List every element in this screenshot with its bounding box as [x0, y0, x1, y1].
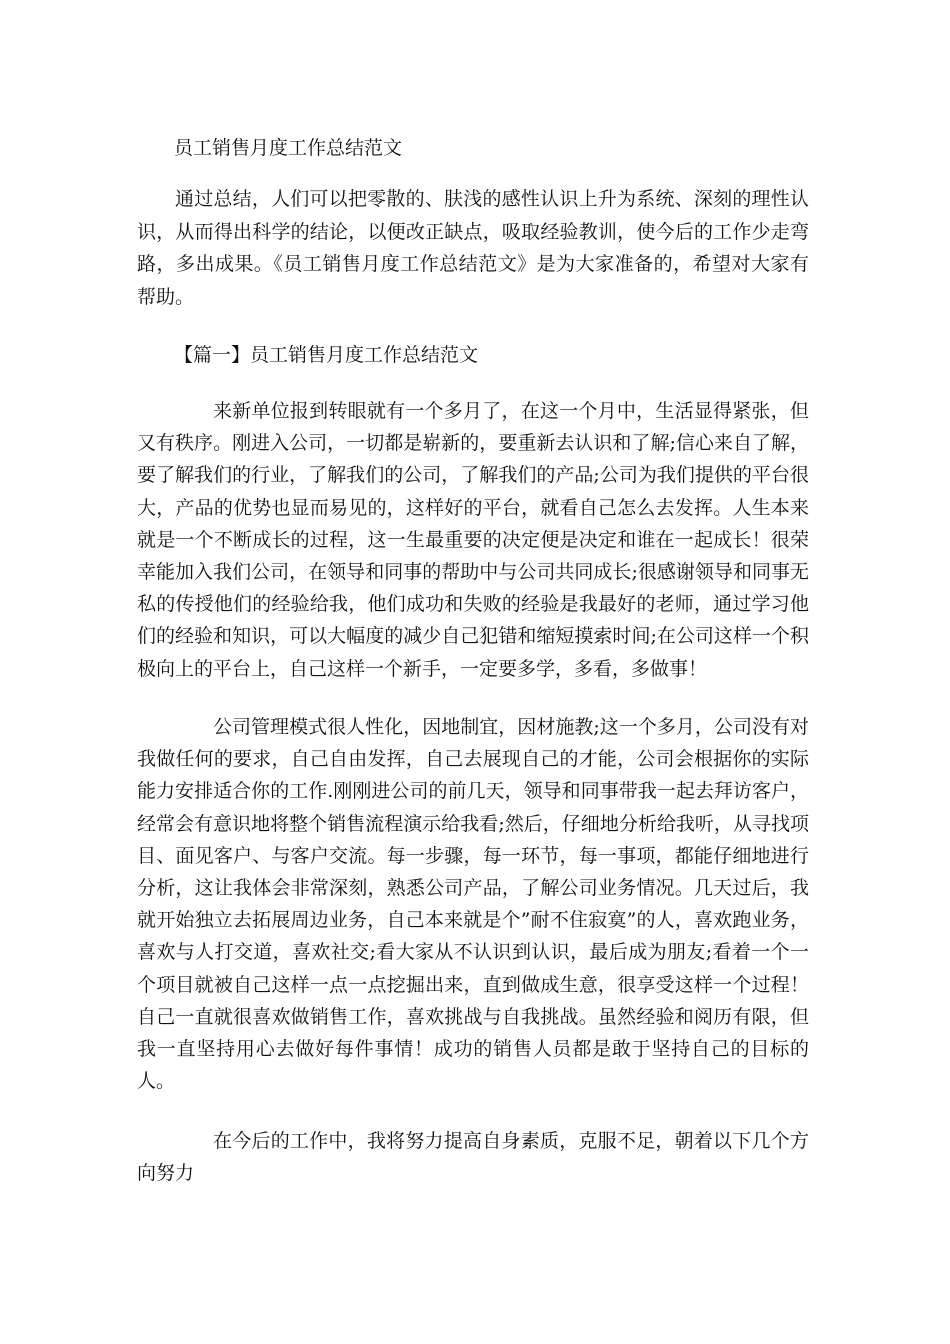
document-title: 员工销售月度工作总结范文 [174, 137, 403, 159]
body-paragraph-2: 公司管理模式很人性化，因地制宜，因材施教;这一个多月，公司没有对我做任何的要求，自己自由发挥，自己去展现自己的才能，公司会根据你的实际能力安排适合你的工作.刚刚进公司的前几天，领导和同事带我一起去拜访客户，经常会有意识地将整个销售流程演示给我看;然后，仔细地分析给我听，从寻找项目、面见客户、与客户交流。每一步骤，每一环节，每一事项，都能仔细地进行分析，这让我体会非常深刻，熟悉公司产品，了解公司业务情况。几天过后，我就开始独立去拓展周边业务，自己本来就是个”耐不住寂寞”的人，喜欢跑业务，喜欢与人打交道，喜欢社交;看大家从不认识到认识，最后成为朋友;看着一个一个项目就被自己这样一点一点挖掘出来，直到做成生意，很享受这样一个过程！自己一直就很喜欢做销售工作，喜欢挑战与自我挑战。虽然经验和阅历有限，但我一直坚持用心去做好每件事情！成功的销售人员都是敢于坚持自己的目标的人。 [137, 716, 809, 1093]
body-paragraph-3: 在今后的工作中，我将努力提高自身素质，克服不足，朝着以下几个方向努力 [137, 1130, 809, 1185]
section-heading: 【篇一】员工销售月度工作总结范文 [174, 344, 479, 366]
body-paragraph-1: 来新单位报到转眼就有一个多月了，在这一个月中，生活显得紧张，但又有秩序。刚进入公司，一切都是崭新的，要重新去认识和了解;信心来自了解，要了解我们的行业，了解我们的公司，了解我们的产品;公司为我们提供的平台很大，产品的优势也显而易见的，这样好的平台，就看自己怎么去发挥。人生本来就是一个不断成长的过程，这一生最重要的决定便是决定和谁在一起成长！很荣幸能加入我们公司，在领导和同事的帮助中与公司共同成长;很感谢领导和同事无私的传授他们的经验给我，他们成功和失败的经验是我最好的老师，通过学习他们的经验和知识，可以大幅度的减少自己犯错和缩短摸索时间;在公司这样一个积极向上的平台上，自己这样一个新手，一定要多学，多看，多做事！ [137, 400, 809, 680]
intro-paragraph: 通过总结，人们可以把零散的、肤浅的感性认识上升为系统、深刻的理性认识，从而得出科学的结论，以便改正缺点，吸取经验教训，使今后的工作少走弯路，多出成果。《员工销售月度工作总结范文》是为大家准备的，希望对大家有帮助。 [137, 188, 809, 308]
